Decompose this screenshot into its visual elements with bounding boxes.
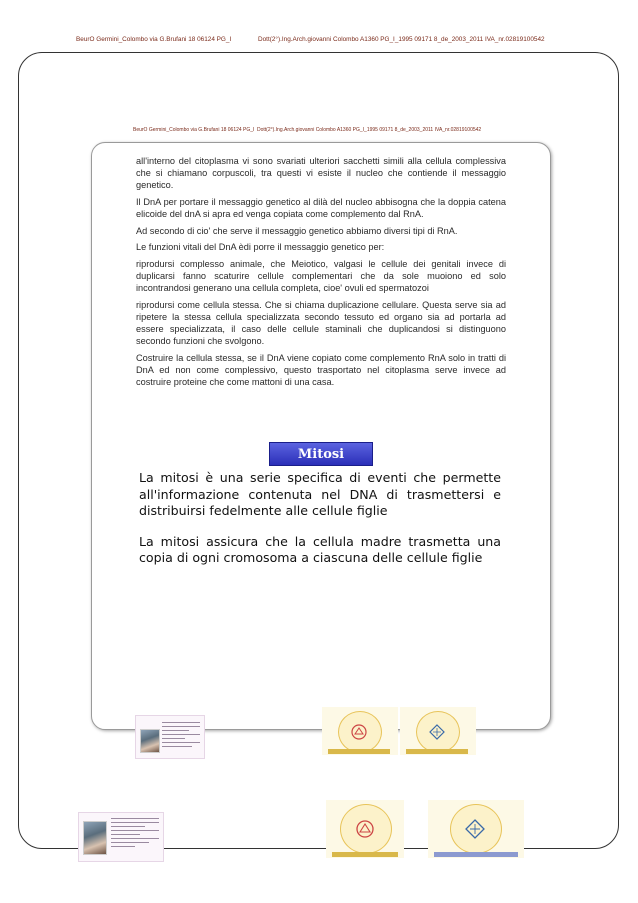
page-header-left: BeurO Germini_Colombo via G.Brufani 18 06124 PG_I — [76, 36, 232, 43]
paragraph: riprodursi complesso animale, che Meiotico, valgasi le cellule dei genitali invece di duplicarsi fanno scaturire cellule complementari che da sole muoiono ed solo incontrandosi generano una cellula completa, cioe' ovuli ed spermatozoi — [136, 258, 506, 294]
page-header-right: Dott(2°).Ing.Arch.giovanni Colombo A1360 PG_I_1995 09171 8_de_2003_2011 IVA_nr.02819100542 — [258, 36, 545, 43]
mitosi-paragraph: La mitosi assicura che la cellula madre trasmetta una copia di ogni cromosoma a ciascuna delle cellule figlie — [139, 533, 501, 565]
mitosi-paragraph: La mitosi è una serie specifica di eventi che permette all'informazione contenuta nel DNA di trasmettersi e distribuirsi fedelmente alle cellule figlie — [139, 470, 501, 518]
mitosi-banner: Mitosi — [269, 442, 373, 466]
mitosi-text-block — [139, 470, 501, 581]
paragraph: Ad secondo di cio' che serve il messaggio genetico abbiamo diversi tipi di RnA. — [136, 225, 458, 236]
seal-emblem-icon — [428, 723, 446, 741]
seal-emblem-icon — [354, 818, 376, 840]
seal-stamp-large — [326, 800, 404, 858]
seal-stamp — [322, 707, 398, 755]
portrait-photo — [140, 729, 160, 753]
card-text-lines — [111, 818, 159, 850]
seal-emblem-icon — [464, 818, 486, 840]
id-card-large — [78, 812, 164, 862]
seal-stamp-large — [428, 800, 524, 858]
slide-header-right: Dott(2°).Ing.Arch.giovanni Colombo A1360 PG_I_1995 09171 8_de_2003_2011 IVA_nr.02819100542 — [257, 127, 482, 133]
seal-stamp — [400, 707, 476, 755]
paragraph: riprodursi come cellula stessa. Che si chiama duplicazione cellulare. Questa serve sia ad ripetere la stessa cellula specializzata secondo tessuto ed organo sia ad portarla ad essere specializzata, il caso delle cellule staminali che duplicandosi si distinguono secondo funzioni che svolgono. — [136, 299, 506, 347]
card-text-lines — [162, 722, 200, 750]
paragraph: Il DnA per portare il messaggio genetico al dilà del nucleo abbisogna che la doppia catena elicoide del dnA si apra ed venga copiata come complemento dal RnA. — [136, 196, 506, 220]
id-card-small — [135, 715, 205, 759]
paragraph: Costruire la cellula stessa, se il DnA viene copiato come complemento RnA solo in tratti di DnA ed non come complessivo, questo trasportato nel citoplasma serve invece ad costruire proteine che come mattoni di una casa. — [136, 352, 506, 388]
paragraph: all'interno del citoplasma vi sono svariati ulteriori sacchetti simili alla cellula complessiva che si chiamano corpuscoli, tra questi vi esiste il nucleo che contiende il messaggio genetico. — [136, 156, 506, 191]
slide-text-block — [136, 155, 506, 393]
portrait-photo — [83, 821, 107, 855]
slide-header-left: BeurO Germini_Colombo via G.Brufani 18 06124 PG_I — [133, 127, 255, 133]
paragraph: Le funzioni vitali del DnA èdi porre il messaggio genetico per: — [136, 242, 385, 253]
seal-emblem-icon — [350, 723, 368, 741]
